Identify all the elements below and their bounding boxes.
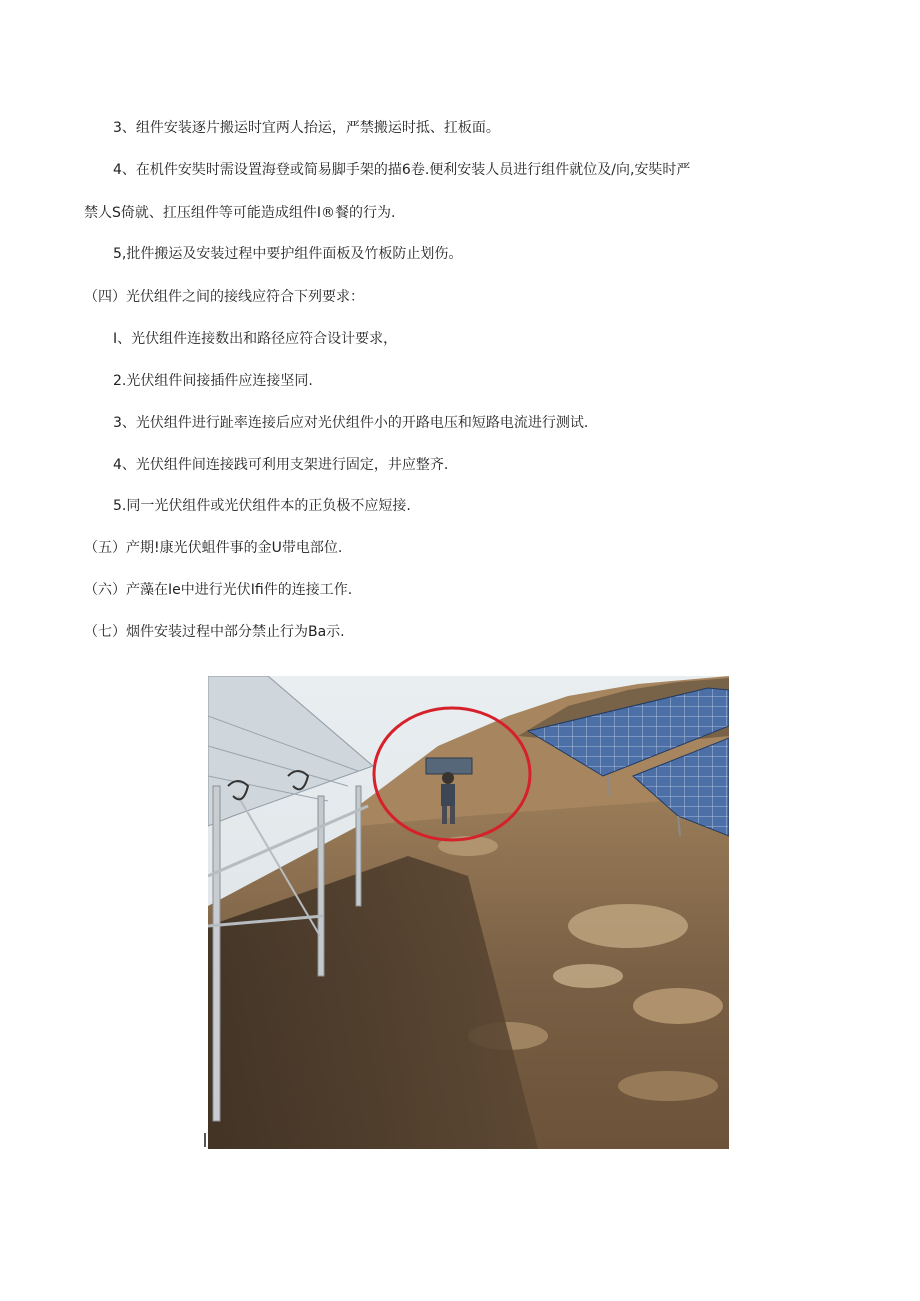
wiring-item-4: 4、光伏组件间连接践可利用支架进行固定，井应整齐. <box>113 457 449 473</box>
worker-body <box>441 784 455 806</box>
worker-head <box>442 772 454 784</box>
paragraph-4-continued: 禁人S倚就、扛压组件等可能造成组件I®餐的行为. <box>84 205 396 221</box>
support-post <box>318 796 324 976</box>
rock <box>568 904 688 948</box>
paragraph-5-protect: 5,批件搬运及安装过程中要护组件面板及竹板防止划伤。 <box>113 246 463 262</box>
rock <box>618 1071 718 1101</box>
photo-edge-mark <box>204 1133 206 1147</box>
wiring-item-1: I、光伏组件连接数出和路径应符合设计要求， <box>113 331 398 347</box>
rock <box>633 988 723 1024</box>
section-6-heading: （六）产藻在Ie中进行光伏Ifi件的连接工作. <box>84 582 353 598</box>
support-post <box>356 786 361 906</box>
rock <box>553 964 623 988</box>
section-5-heading: （五）产期!康光伏蛆件事的金U带电部位. <box>84 540 343 556</box>
section-7-heading: （七）烟件安装过程中部分禁止行为Ba示. <box>84 624 345 640</box>
wiring-item-2: 2.光伏组件间接插件应连接坚同. <box>113 373 313 389</box>
support-post <box>213 786 220 1121</box>
installation-photo <box>208 676 729 1149</box>
wiring-item-5: 5.同一光伏组件或光伏组件本的正负极不应短接. <box>113 498 411 514</box>
paragraph-4-scaffold: 4、在机件安奘时需设置海登或简易脚手架的描6卷.便利安装人员进行组件就位及/向,安奘时严 <box>113 162 691 178</box>
section-4-heading: （四）光伏组件之间的接线应符合下列要求： <box>84 289 364 305</box>
paragraph-3-carry: 3、组件安装逐片搬运时宜两人抬运，严禁搬运时抵、扛板面。 <box>113 120 500 136</box>
wiring-item-3: 3、光伏组件进行趾率连接后应对光伏组件小的开路电压和短路电流进行测试. <box>113 415 589 431</box>
carried-panel <box>426 758 472 774</box>
